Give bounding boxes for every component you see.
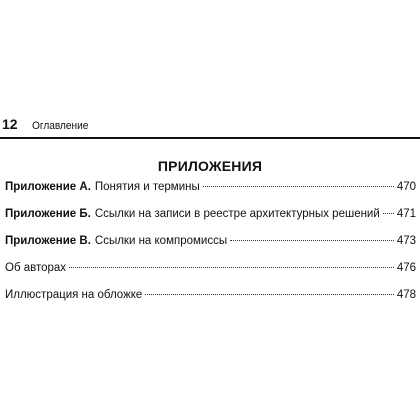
toc-entry-text: [5, 289, 142, 301]
toc-entry-page: 476: [396, 262, 416, 274]
running-title: Оглавление: [32, 120, 89, 132]
toc-entry-label: Приложение А.: [5, 181, 91, 193]
header-rule: [0, 137, 420, 139]
toc-entry-label: Приложение Б.: [5, 208, 91, 220]
toc-entry-label: Приложение В.: [5, 235, 91, 247]
dot-leader: [230, 240, 394, 241]
dot-leader: [383, 213, 394, 214]
toc-entry-page: 470: [396, 181, 416, 193]
toc-entry-text: [5, 181, 200, 193]
table-of-contents: [5, 181, 416, 316]
toc-entry-appendix-a[interactable]: [5, 181, 416, 208]
toc-entry-page: 473: [396, 235, 416, 247]
toc-entry-text: [5, 235, 227, 247]
dot-leader: [69, 267, 394, 268]
toc-entry-page: 478: [396, 289, 416, 301]
section-heading: ПРИЛОЖЕНИЯ: [157, 158, 263, 174]
page-header: [2, 116, 418, 138]
toc-entry-page: 471: [396, 208, 416, 220]
toc-entry-title: Ссылки на компромиссы: [94, 235, 228, 247]
toc-entry-appendix-b[interactable]: [5, 208, 416, 235]
toc-entry-title: Понятия и термины: [94, 181, 200, 193]
toc-entry-text: [5, 262, 66, 274]
toc-entry-title: Иллюстрация на обложке: [5, 289, 143, 301]
dot-leader: [145, 294, 393, 295]
toc-entry-title: Об авторах: [5, 262, 67, 274]
page-number: 12: [2, 116, 18, 132]
toc-entry-cover-illustration[interactable]: [5, 289, 416, 316]
toc-entry-text: [5, 208, 380, 220]
toc-entry-appendix-v[interactable]: [5, 235, 416, 262]
toc-entry-about-authors[interactable]: [5, 262, 416, 289]
dot-leader: [203, 186, 394, 187]
toc-entry-title: Ссылки на записи в реестре архитектурных решений: [94, 208, 380, 220]
